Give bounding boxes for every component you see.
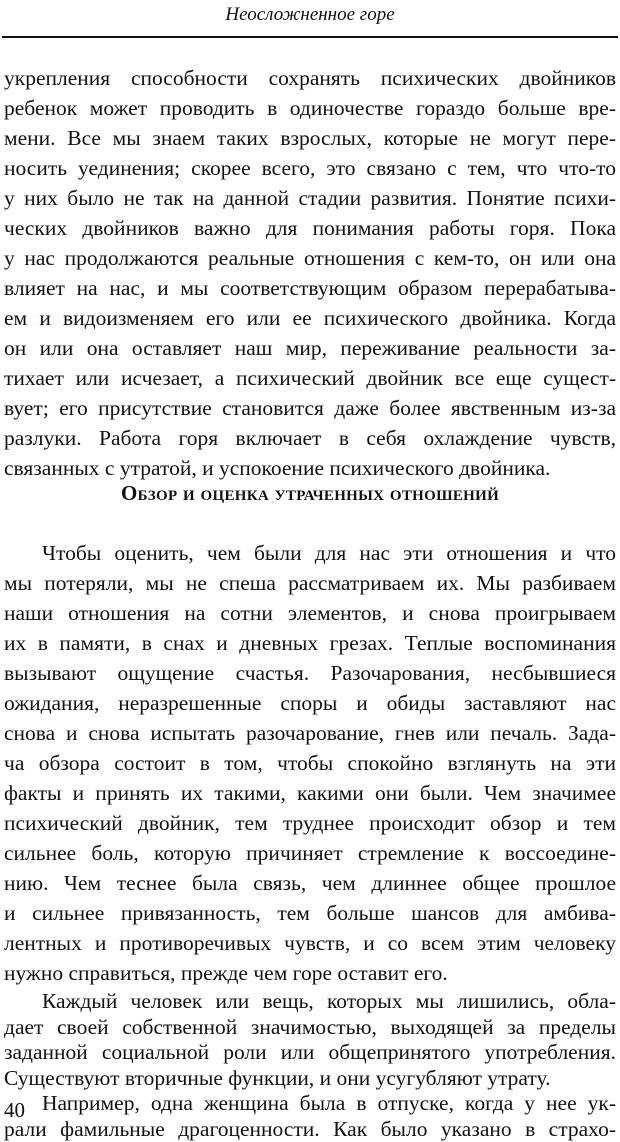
text-line: рали фамильные драгоценности. Как было указано в страхо- (4, 1116, 616, 1141)
text-line: Например, одна женщина была в отпуске, когда у нее ук- (42, 1091, 616, 1115)
text-line: ем и видоизменяем его или ее психического двойника. Когда (4, 306, 616, 330)
text-line: их в памяти, в снах и дневных грезах. Теплые воспоминания (4, 631, 616, 655)
text-line: у нас продолжаются реальные отношения с кем-то, он или она (4, 246, 616, 270)
text-line: нужно справиться, прежде чем горе оставит его. (4, 961, 448, 985)
text-line: ребенок может проводить в одиночестве гораздо больше вре- (4, 96, 616, 120)
text-line: лентных и противоречивых чувств, и со всем этим человеку (4, 931, 616, 955)
text-line: разлуки. Работа горя включает в себя охлаждение чувств, (4, 426, 616, 450)
text-line: укрепления способности сохранять психических двойников (4, 66, 616, 90)
text-line: ческих двойников важно для понимания работы горя. Пока (4, 216, 616, 240)
text-line: заданной социальной роли или общепринятого употребления. (4, 1040, 616, 1064)
text-line: влияет на нас, и мы соответствующим образом перерабатыва- (4, 276, 616, 300)
text-line: психический двойник, тем труднее происходит обзор и тем (4, 811, 616, 835)
text-line: снова и снова испытать разочарование, гнев или печаль. Зада- (4, 721, 616, 745)
section-heading: Обзор и оценка утраченных отношений (120, 481, 500, 505)
text-line: нию. Чем теснее была связь, чем длиннее общее прошлое (4, 871, 616, 895)
text-line: вызывают ощущение счастья. Разочарования, несбывшиеся (4, 661, 616, 685)
text-line: мы потеряли, мы не спеша рассматриваем их. Мы разбиваем (4, 571, 616, 595)
text-line: ча обзора состоит в том, чтобы спокойно взглянуть на эти (4, 751, 616, 775)
running-head: Неосложненное горе (225, 4, 395, 25)
text-line: дает своей собственной значимостью, выходящей за пределы (4, 1014, 616, 1039)
text-line: тихает или исчезает, а психический двойник все еще сущест- (4, 366, 616, 390)
text-line: наши отношения на сотни элементов, и снова проигрываем (4, 601, 616, 625)
text-line: он или она оставляет наш мир, переживание реальности за- (4, 336, 616, 360)
text-line: и сильнее привязанность, тем больше шансов для амбива- (4, 901, 616, 925)
text-line: ожидания, неразрешенные споры и обиды заставляют нас (4, 691, 616, 715)
text-line: носить уединения; скорее всего, это связано с тем, что что-то (4, 156, 616, 180)
text-line: мени. Все мы знаем таких взрослых, которые не могут пере- (4, 126, 616, 150)
text-line: факты и принять их такими, какими они были. Чем значимее (4, 781, 616, 805)
text-line: у них было не так на данной стадии развития. Понятие психи- (4, 186, 616, 210)
header-rule (2, 36, 618, 38)
text-line: сильнее боль, которую причиняет стремление к воссоедине- (4, 841, 616, 865)
text-line: Каждый человек или вещь, которых мы лишились, обла- (42, 989, 616, 1013)
text-line: вует; его присутствие становится даже более явственным из-за (4, 396, 616, 420)
page-number: 40 (4, 1098, 25, 1122)
text-line: Чтобы оценить, чем были для нас эти отношения и что (42, 541, 616, 565)
text-line: Существуют вторичные функции, и они усугубляют утрату. (4, 1065, 551, 1090)
text-line: связанных с утратой, и успокоение психического двойника. (4, 456, 551, 480)
